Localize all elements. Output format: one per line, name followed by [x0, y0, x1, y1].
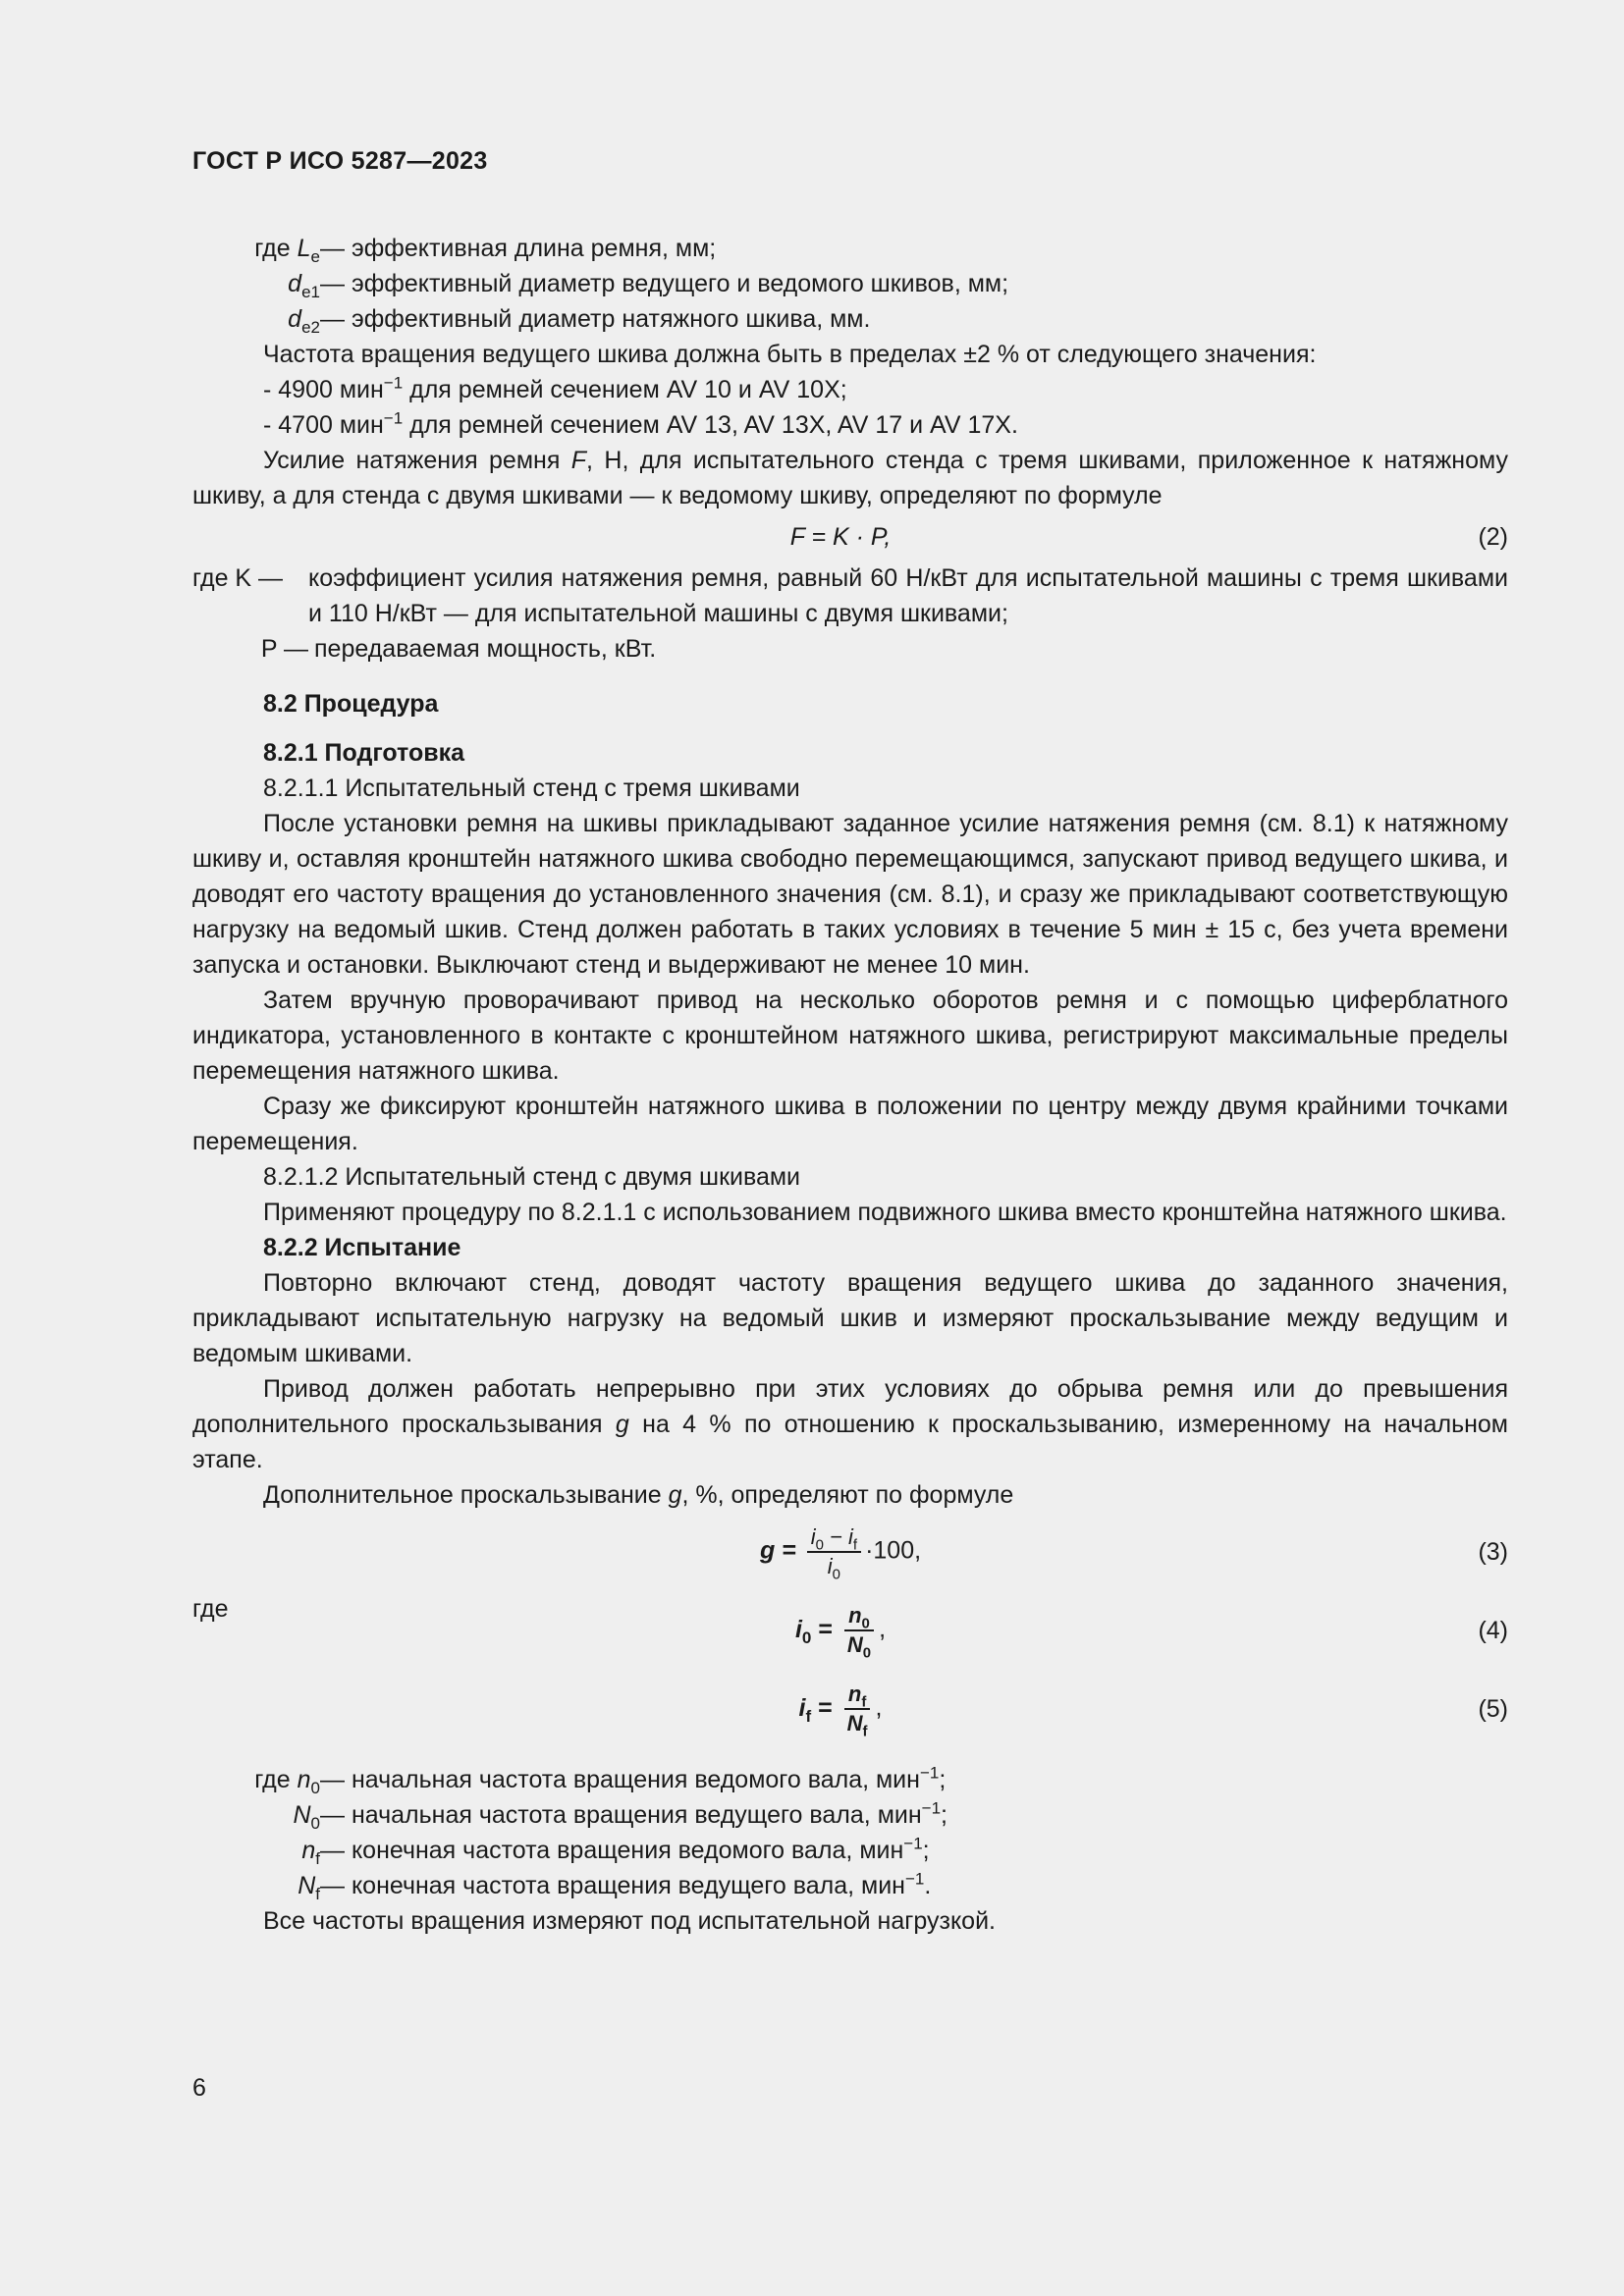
def-n0 [192, 1762, 1508, 1797]
def-de1-text: — эффективный диаметр ведущего и ведомого шкивов, мм; [320, 270, 1009, 297]
formula-4-number: (4) [1478, 1617, 1508, 1644]
def-nf-text: — конечная частота вращения ведомого вала, мин$^{-1}$; [320, 1834, 930, 1864]
final-note: Все частоты вращения измеряют под испытательной нагрузкой. [263, 1907, 996, 1935]
def-n0-label: где $n_0$ [254, 1766, 320, 1797]
def-p [192, 631, 1508, 667]
formula-4-fraction: $\frac{n_0}{N_0}$ [843, 1602, 875, 1659]
def-de1-label: $d_{e1}$ [288, 270, 320, 301]
section-8-2-1-2-title: 8.2.1.2 Испытательный стенд с двумя шкивами [263, 1163, 801, 1191]
tension-paragraph: Усилие натяжения ремня F, Н, для испытательного стенда с тремя шкивами, приложенное к натяжному шкиву, а для стенда с двумя шкивами — к ведомому шкиву, определяют по формуле [192, 447, 1508, 509]
def-nf [192, 1833, 1508, 1868]
def-le [192, 231, 1508, 266]
formula-5-fraction: $\frac{n_f}{N_f}$ [843, 1681, 872, 1737]
page-content [192, 231, 1508, 1939]
rotation-item-1: - 4900 мин$^{-1}$ для ремней сечением AV 10 и AV 10X; [263, 373, 847, 403]
def-N0-text: — начальная частота вращения ведущего вала, мин$^{-1}$; [320, 1798, 947, 1829]
def-k [192, 561, 1508, 631]
section-8-2-1-2-p1: Применяют процедуру по 8.2.1.1 с использованием подвижного шкива вместо кронштейна натяжного шкива. [263, 1199, 1507, 1226]
def-k-text: коэффициент усилия натяжения ремня, равный 60 Н/кВт для испытательной машины с тремя шкивами и 110 Н/кВт — для испытательной машины с двумя шкивами; [308, 564, 1508, 627]
def-Nf [192, 1868, 1508, 1903]
def-n0-text: — начальная частота вращения ведомого вала, мин$^{-1}$; [320, 1763, 947, 1793]
def-de2-label: $d_{e2}$ [288, 305, 320, 337]
where-label: где [192, 1595, 229, 1623]
section-8-2-1-1-p3: Сразу же фиксируют кронштейн натяжного шкива в положении по центру между двумя крайними точками перемещения. [192, 1093, 1508, 1155]
def-p-text: передаваемая мощность, кВт. [314, 635, 657, 663]
rotation-intro: Частота вращения ведущего шкива должна быть в пределах ±2 % от следующего значения: [263, 341, 1317, 368]
formula-3-number: (3) [1478, 1538, 1508, 1566]
formula-3-expr: g = $\frac{i_0 - i_f}{i_0}$ ·100, [759, 1524, 922, 1583]
section-8-2-1-title: 8.2.1 Подготовка [263, 739, 465, 767]
formula-5-number: (5) [1478, 1695, 1508, 1723]
section-8-2-2-p3: Дополнительное проскальзывание g, %, определяют по формуле [263, 1481, 1014, 1509]
def-Nf-label: $N_f$ [298, 1872, 320, 1903]
formula-2-number: (2) [1478, 523, 1508, 551]
def-p-label: P — [260, 635, 308, 663]
page-header: ГОСТ Р ИСО 5287—2023 [192, 147, 488, 175]
def-de2-text: — эффективный диаметр натяжного шкива, мм. [320, 305, 871, 333]
section-8-2-1-1-p2: Затем вручную проворачивают привод на несколько оборотов ремня и с помощью циферблатного индикатора, установленного в контакте с кронштейном натяжного шкива, регистрируют максимальные пределы перемещения натяжного шкива. [192, 987, 1508, 1085]
def-de1 [192, 266, 1508, 301]
section-8-2-1-1-title: 8.2.1.1 Испытательный стенд с тремя шкивами [263, 774, 800, 802]
section-8-2-1-1-p1: После установки ремня на шкивы прикладывают заданное усилие натяжения ремня (см. 8.1) к натяжному шкиву и, оставляя кронштейн натяжного шкива свободно перемещающимся, запускают привод ведущего шкива, и доводят его частоту вращения до установленного значения (см. 8.1), и сразу же прикладывают соответствующую нагрузку на ведомый шкив. Стенд должен работать в таких условиях в течение 5 мин ± 15 с, без учета времени запуска и остановки. Выключают стенд и выдерживают не менее 10 мин. [192, 810, 1508, 979]
formula-2 [192, 513, 1508, 561]
def-N0-label: $N_0$ [293, 1801, 320, 1833]
formula-5 [192, 1670, 1508, 1748]
formula-3 [192, 1513, 1508, 1591]
section-8-2-2-p2: Привод должен работать непрерывно при этих условиях до обрыва ремня или до превышения дополнительного проскальзывания g на 4 % по отношению к проскальзыванию, измеренному на начальном этапе. [192, 1375, 1508, 1473]
def-le-label: где $L_e$ [254, 235, 320, 266]
formula-4-expr: $i_0$ = $\frac{n_0}{N_0}$ , [794, 1603, 887, 1662]
section-8-2-2-title: 8.2.2 Испытание [263, 1234, 461, 1261]
def-k-label: где K — [192, 564, 284, 592]
def-le-text: — эффективная длина ремня, мм; [320, 235, 717, 262]
formula-5-expr: $i_f$ = $\frac{n_f}{N_f}$ , [798, 1682, 883, 1740]
def-nf-label: $n_f$ [301, 1837, 320, 1868]
def-de2 [192, 301, 1508, 337]
section-8-2-2-p1: Повторно включают стенд, доводят частоту вращения ведущего шкива до заданного значения, прикладывают испытательную нагрузку на ведомый шкив и измеряют проскальзывание между ведущим и ведомым шкивами. [192, 1269, 1508, 1367]
formula-4 [192, 1591, 1508, 1670]
section-8-2-title: 8.2 Процедура [263, 690, 439, 718]
rotation-item-2: - 4700 мин$^{-1}$ для ремней сечением AV 13, AV 13X, AV 17 и AV 17X. [263, 408, 1018, 439]
def-Nf-text: — конечная частота вращения ведущего вала, мин$^{-1}$. [320, 1869, 932, 1899]
formula-2-expr: F = K · P, [789, 523, 892, 551]
formula-3-fraction: $\frac{i_0 - i_f}{i_0}$ [807, 1523, 861, 1580]
page-number: 6 [192, 2074, 206, 2102]
def-N0 [192, 1797, 1508, 1833]
